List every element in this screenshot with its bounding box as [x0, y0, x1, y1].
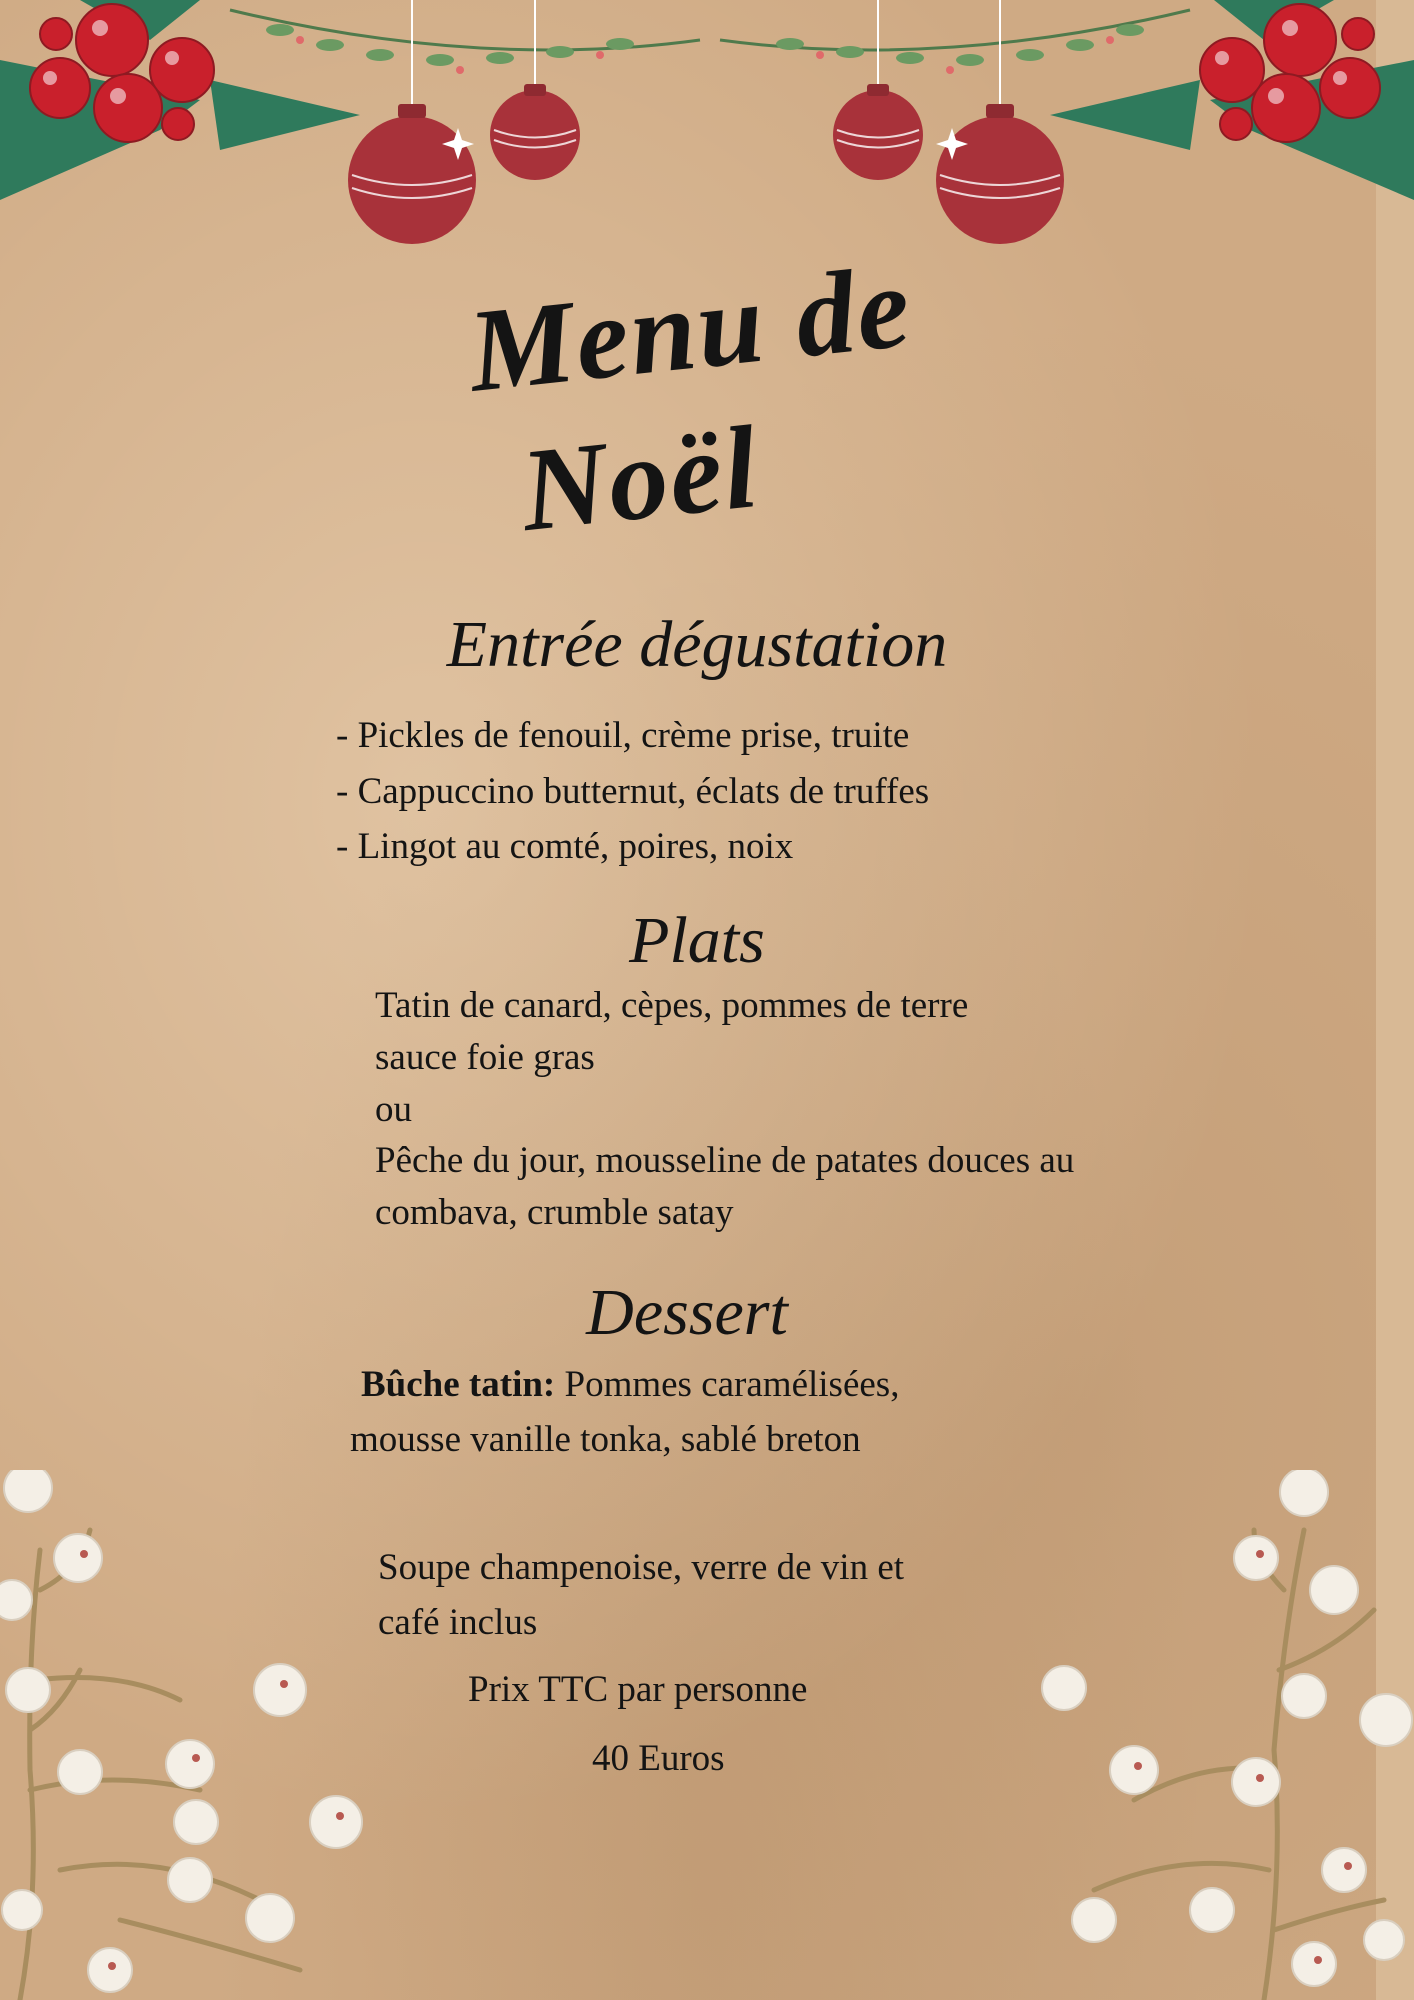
- dessert-name: Bûche tatin:: [361, 1364, 556, 1405]
- menu-title-line2: Noël: [515, 400, 765, 557]
- white-berry-branch-right: [1034, 1470, 1414, 2000]
- plats-line: Pêche du jour, mousseline de patates douces au: [375, 1140, 1075, 1181]
- dessert-line2: mousse vanille tonka, sablé breton: [350, 1419, 861, 1460]
- plats-line: combava, crumble satay: [375, 1192, 734, 1233]
- dessert-line1: [361, 1363, 899, 1407]
- extras-line: Soupe champenoise, verre de vin et: [378, 1547, 905, 1588]
- garland-decoration: [0, 0, 1414, 260]
- white-berry-branch-left: [0, 1470, 380, 2000]
- dessert-heading: Dessert: [586, 1276, 788, 1349]
- menu-title-line1: Menu de: [462, 240, 918, 417]
- entree-item: - Cappuccino butternut, éclats de truffes: [336, 771, 930, 812]
- plats-line: sauce foie gras: [375, 1037, 595, 1078]
- entree-item: - Pickles de fenouil, crème prise, truite: [336, 715, 910, 756]
- dessert-description: Pommes caramélisées,: [555, 1364, 900, 1405]
- entree-item: - Lingot au comté, poires, noix: [336, 826, 794, 867]
- price-label: Prix TTC par personne: [468, 1669, 808, 1710]
- plats-heading: Plats: [629, 904, 765, 977]
- plats-line: ou: [375, 1089, 412, 1130]
- entree-heading: Entrée dégustation: [446, 608, 948, 681]
- price-value: 40 Euros: [592, 1738, 725, 1779]
- extras-line: café inclus: [378, 1602, 538, 1643]
- plats-line: Tatin de canard, cèpes, pommes de terre: [375, 985, 969, 1026]
